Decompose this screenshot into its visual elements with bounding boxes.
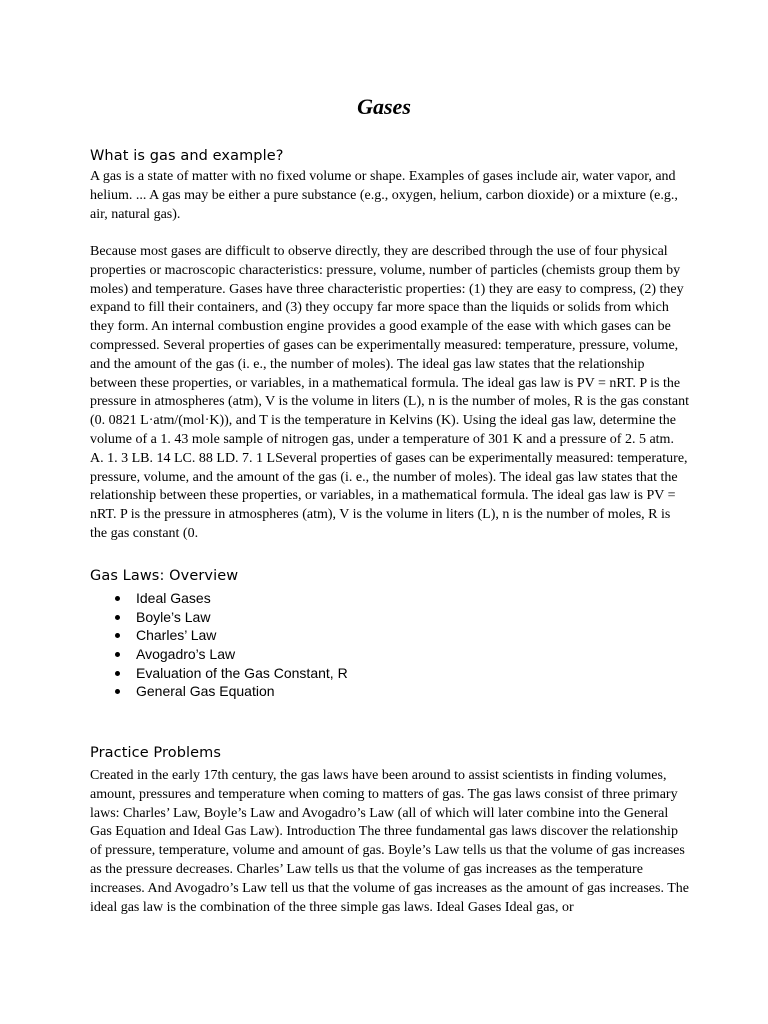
list-item bbox=[90, 608, 348, 627]
list-item-label: Avogadro’s Law bbox=[136, 646, 236, 663]
list-item bbox=[90, 682, 348, 701]
paragraph-gas-properties: Because most gases are difficult to observe directly, they are described through the use of four physical properties or macroscopic characteristics: pressure, volume, number of particles (chemists group them by moles) and temperature. Gases have three characteristic properties: (1) they are easy to compress, (2) they expand to fill their containers, and (3) they occupy far more space than the liquids or solids from which they form. An internal combustion engine provides a good example of the ease with which gases can be compressed. Several properties of gases can be experimentally measured: temperature, pressure, volume, and the amount of the gas (i. e., the number of moles). The ideal gas law states that the relationship between these properties, or variables, in a mathematical formula. The ideal gas law is PV = nRT. P is the pressure in atmospheres (atm), V is the volume in liters (L), n is the number of moles, R is the gas constant (0. 0821 L·atm/(mol·K)), and T is the temperature in Kelvins (K). Using the ideal gas law, determine the volume of a 1. 43 mole sample of nitrogen gas, under a temperature of 301 K and a pressure of 2. 5 atm. A. 1. 3 LB. 14 LC. 88 LD. 7. 1 LSeveral properties of gases can be experimentally measured: temperature, pressure, volume, and the amount of the gas (i. e., the number of moles). The ideal gas law states that the relationship between these properties, or variables, in a mathematical formula. The ideal gas law is PV = nRT. P is the pressure in atmospheres (atm), V is the volume in liters (L), n is the number of moles, R is the gas constant (0. bbox=[90, 244, 690, 541]
bullet-icon bbox=[115, 689, 120, 694]
paragraph-gas-definition: A gas is a state of matter with no fixed volume or shape. Examples of gases include air, water vapor, and helium. ... A gas may be either a pure substance (e.g., oxygen, helium, carbon dioxide) or a mixture (e.g., air, natural gas). bbox=[90, 169, 678, 222]
section-heading-what-is-gas: What is gas and example? bbox=[90, 148, 284, 164]
bullet-icon bbox=[115, 652, 120, 657]
list-item-label: General Gas Equation bbox=[136, 683, 275, 700]
section-heading-practice-problems: Practice Problems bbox=[90, 745, 222, 761]
list-item-label: Evaluation of the Gas Constant, R bbox=[136, 664, 348, 681]
document-title: Gases bbox=[357, 94, 411, 119]
list-item bbox=[90, 645, 348, 664]
section-heading-gas-laws-overview: Gas Laws: Overview bbox=[90, 568, 239, 584]
bullet-icon bbox=[115, 596, 120, 601]
list-item-label: Ideal Gases bbox=[136, 590, 211, 606]
list-item bbox=[90, 589, 348, 608]
paragraph-practice-problems: Created in the early 17th century, the gas laws have been around to assist scientists in finding volumes, amount, pressures and temperature when coming to matters of gas. The gas laws consist of three primary laws: Charles’ Law, Boyle’s Law and Avogadro’s Law (all of which will later combine into the General Gas Equation and Ideal Gas Law). Introduction The three fundamental gas laws discover the relationship of pressure, temperature, volume and amount of gas. Boyle’s Law tells us that the volume of gas increases as the pressure decreases. Charles’ Law tells us that the volume of gas increases as the temperature increases. And Avogadro’s Law tell us that the volume of gas increases as the amount of gas increases. The ideal gas law is the combination of the three simple gas laws. Ideal Gases Ideal gas, or bbox=[90, 768, 689, 915]
list-item bbox=[90, 626, 348, 645]
bullet-icon bbox=[115, 615, 120, 620]
gas-laws-list bbox=[90, 589, 348, 701]
list-item-label: Charles’ Law bbox=[136, 627, 217, 644]
bullet-icon bbox=[115, 671, 120, 676]
list-item-label: Boyle’s Law bbox=[136, 608, 211, 625]
list-item bbox=[90, 664, 348, 683]
bullet-icon bbox=[115, 633, 120, 638]
